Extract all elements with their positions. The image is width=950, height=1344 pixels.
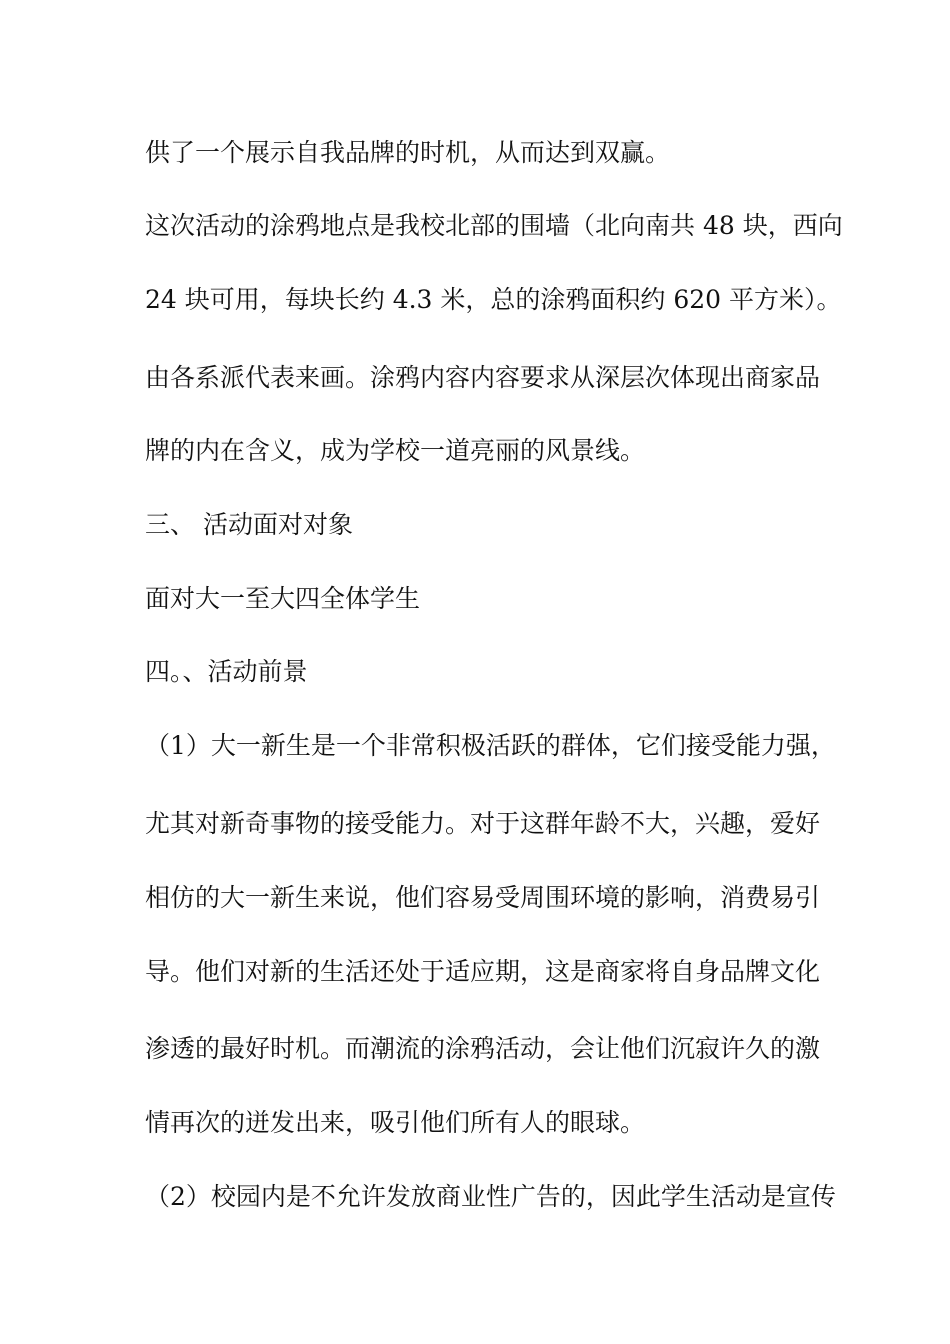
section-heading: 四。、活动前景 bbox=[145, 657, 308, 686]
body-text-line: 情再次的迸发出来，吸引他们所有人的眼球。 bbox=[145, 1108, 646, 1137]
body-text-line: （1）大一新生是一个非常积极活跃的群体，它们接受能力强， bbox=[145, 731, 836, 760]
body-text-line: 渗透的最好时机。而潮流的涂鸦活动，会让他们沉寂许久的激 bbox=[145, 1034, 821, 1063]
body-text-line: 24 块可用，每块长约 4.3 米，总的涂鸦面积约 620 平方米）。 bbox=[145, 285, 842, 314]
body-text-line: 供了一个展示自我品牌的时机，从而达到双赢。 bbox=[145, 138, 671, 167]
body-text-line: 相仿的大一新生来说，他们容易受周围环境的影响，消费易引 bbox=[145, 883, 821, 912]
body-text-line: 导。他们对新的生活还处于适应期，这是商家将自身品牌文化 bbox=[145, 957, 821, 986]
body-text-line: （2）校园内是不允许发放商业性广告的，因此学生活动是宣传 bbox=[145, 1182, 836, 1211]
body-text-line: 尤其对新奇事物的接受能力。对于这群年龄不大，兴趣，爱好 bbox=[145, 809, 821, 838]
body-text-line: 牌的内在含义，成为学校一道亮丽的风景线。 bbox=[145, 436, 646, 465]
section-heading: 三、 活动面对对象 bbox=[145, 510, 353, 539]
body-text-line: 面对大一至大四全体学生 bbox=[145, 584, 421, 613]
body-text-line: 这次活动的涂鸦地点是我校北部的围墙（北向南共 48 块，西向 bbox=[145, 211, 843, 240]
body-text-line: 由各系派代表来画。涂鸦内容内容要求从深层次体现出商家品 bbox=[145, 363, 821, 392]
